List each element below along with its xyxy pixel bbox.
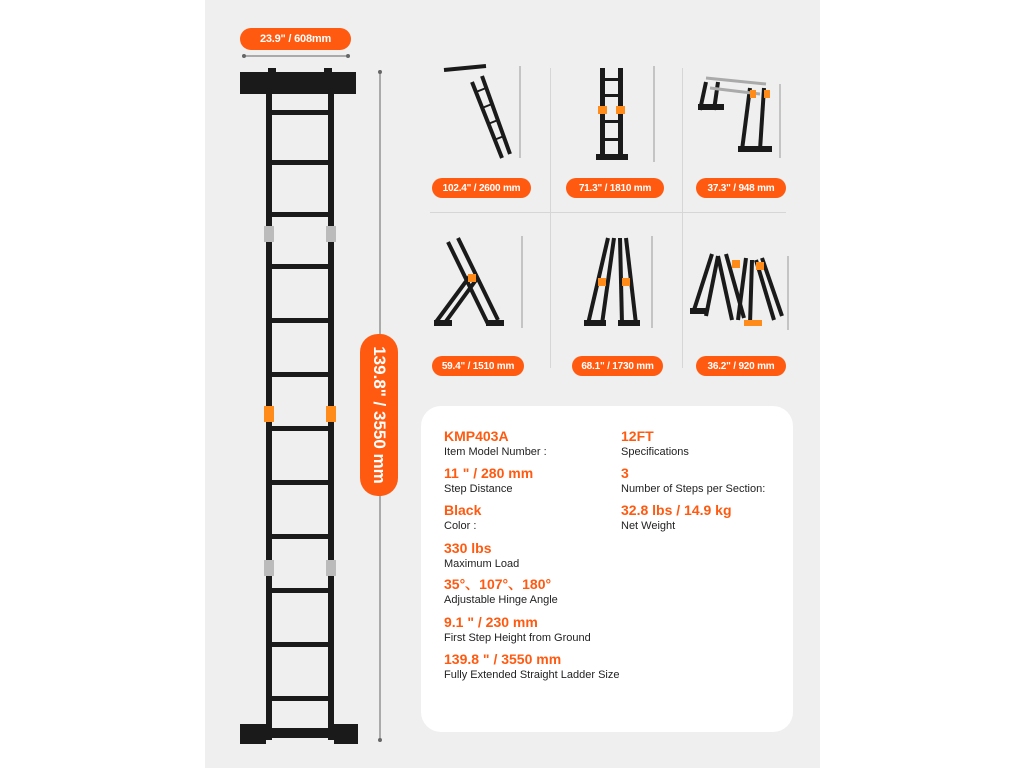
spec-label: Adjustable Hinge Angle bbox=[444, 594, 558, 606]
grid-divider bbox=[682, 68, 683, 368]
spec-label: Maximum Load bbox=[444, 558, 520, 570]
mode-label: 59.4" / 1510 mm bbox=[432, 356, 524, 376]
grid-divider bbox=[430, 212, 786, 213]
mode-label: 71.3" / 1810 mm bbox=[566, 178, 664, 198]
spec-item bbox=[444, 576, 558, 607]
spec-item bbox=[621, 428, 689, 459]
width-label: 23.9" / 608mm bbox=[240, 28, 351, 50]
mode-extension-image bbox=[436, 62, 526, 162]
spec-label: Net Weight bbox=[621, 520, 676, 532]
straight-ladder-image bbox=[238, 68, 358, 748]
spec-value: 35°、107°、180° bbox=[444, 576, 552, 592]
spec-value: 3 bbox=[621, 465, 629, 481]
spec-value: 12FT bbox=[621, 428, 654, 444]
grid-divider bbox=[550, 68, 551, 368]
mode-label: 36.2" / 920 mm bbox=[696, 356, 786, 376]
spec-value: 9.1 " / 230 mm bbox=[444, 614, 538, 630]
spec-value: 32.8 lbs / 14.9 kg bbox=[621, 502, 732, 518]
spec-label: Item Model Number : bbox=[444, 446, 547, 458]
mode-label: 68.1" / 1730 mm bbox=[572, 356, 663, 376]
height-label-pill bbox=[360, 334, 398, 496]
mode-label: 37.3" / 948 mm bbox=[696, 178, 786, 198]
spec-item bbox=[444, 651, 620, 682]
spec-value: Black bbox=[444, 502, 482, 518]
spec-label: Number of Steps per Section: bbox=[621, 483, 766, 495]
width-dimension-line bbox=[242, 52, 350, 60]
spec-value: KMP403A bbox=[444, 428, 509, 444]
spec-label: Step Distance bbox=[444, 483, 513, 495]
spec-value: 139.8 " / 3550 mm bbox=[444, 651, 562, 667]
spec-value: 330 lbs bbox=[444, 540, 492, 556]
spec-item bbox=[444, 428, 547, 459]
spec-item bbox=[621, 502, 732, 533]
spec-item bbox=[444, 540, 519, 571]
spec-item bbox=[444, 465, 533, 496]
mode-a-frame-extended-image bbox=[430, 232, 526, 332]
mode-straight-image bbox=[590, 64, 660, 164]
mode-a-frame-image bbox=[578, 232, 658, 332]
spec-label: Specifications bbox=[621, 446, 689, 458]
spec-label: Color : bbox=[444, 520, 477, 532]
spec-value: 11 " / 280 mm bbox=[444, 465, 534, 481]
height-label: 139.8" / 3550 mm bbox=[370, 346, 389, 484]
mode-double-a-frame-image bbox=[688, 246, 792, 336]
spec-item bbox=[621, 465, 765, 496]
spec-item bbox=[444, 614, 591, 645]
spec-item bbox=[444, 502, 481, 533]
mode-label: 102.4" / 2600 mm bbox=[432, 178, 531, 198]
spec-label: First Step Height from Ground bbox=[444, 632, 591, 644]
mode-scaffold-image bbox=[690, 64, 786, 164]
spec-label: Fully Extended Straight Ladder Size bbox=[444, 669, 620, 681]
